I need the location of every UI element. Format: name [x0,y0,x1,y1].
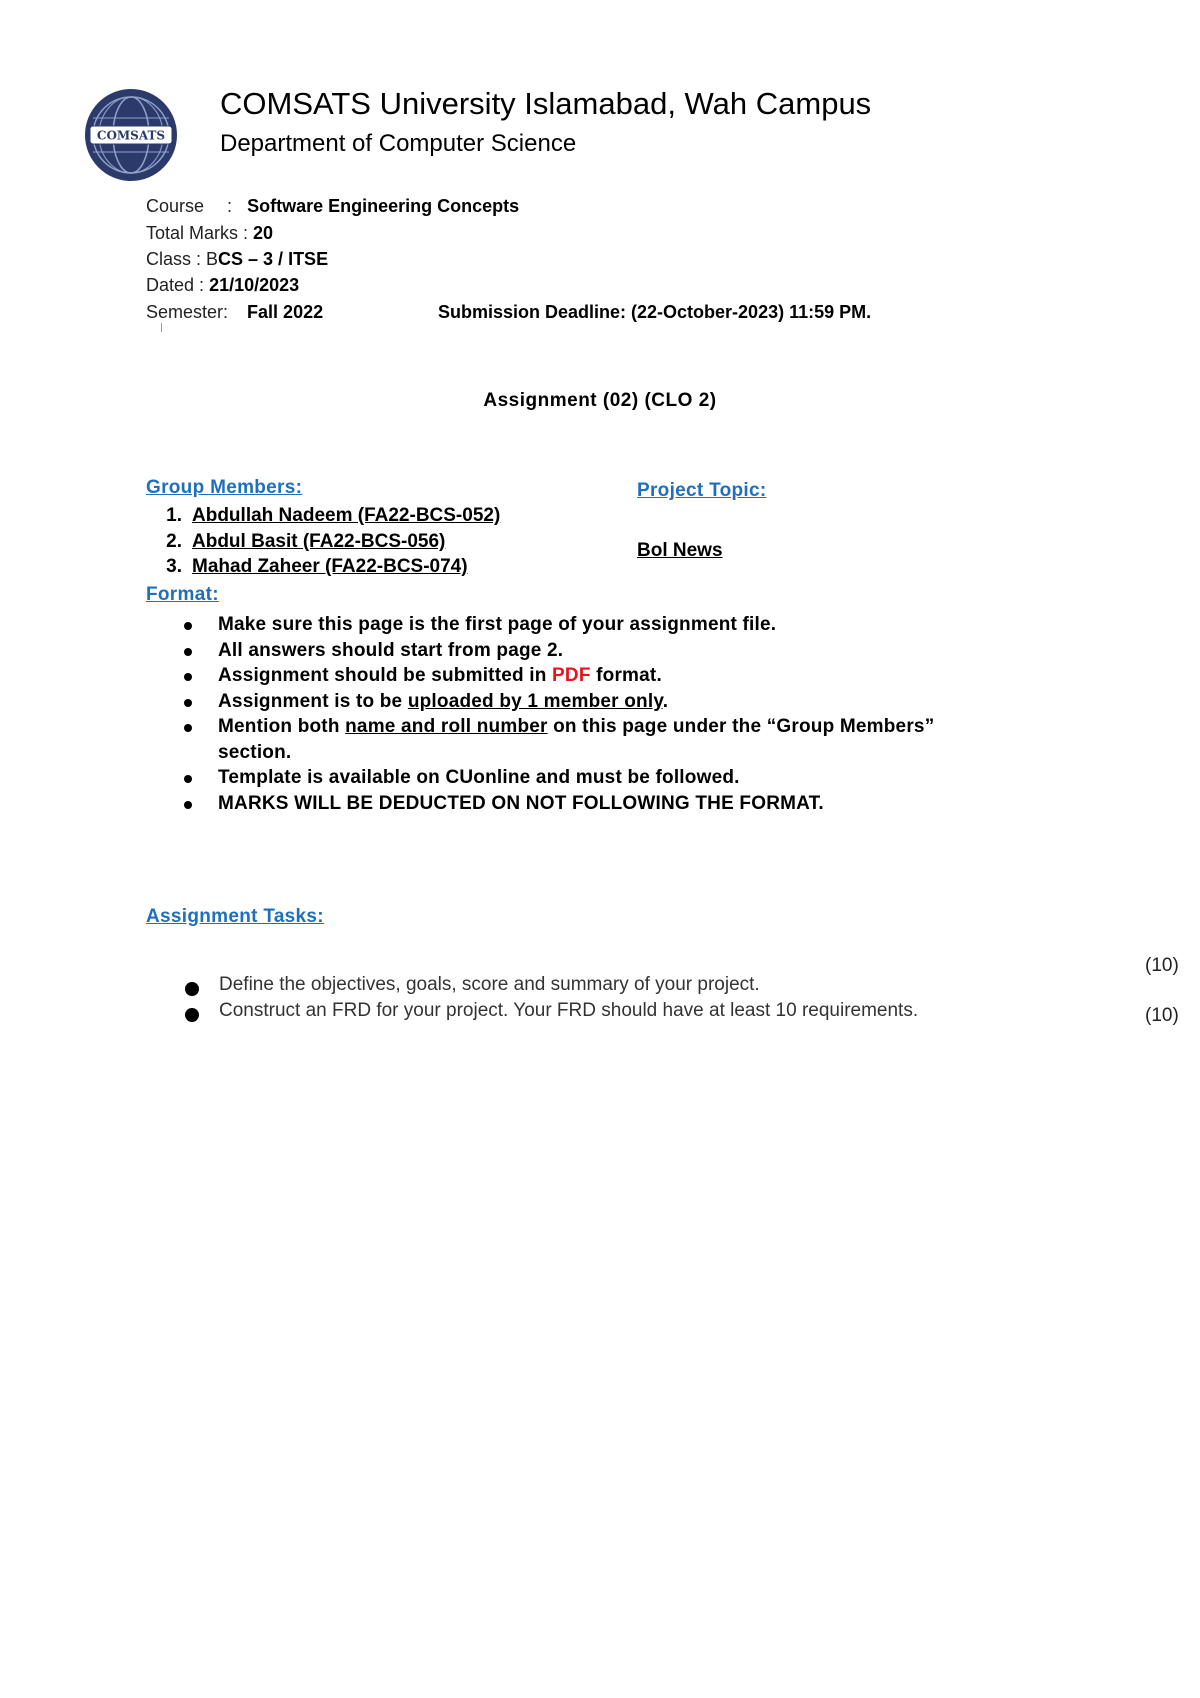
dated-row [146,275,299,296]
svg-text:COMSATS: COMSATS [96,128,166,143]
bullet-icon [185,982,199,996]
dated-value: 21/10/2023 [209,275,300,295]
class-label: Class : B [146,249,219,269]
semester-value: Fall 2022 [247,302,324,322]
pdf-highlight: PDF [552,665,591,686]
task-marks: (10) [1145,955,1179,976]
dated-label: Dated : [146,275,205,295]
member-item: 2. Abdul Basit (FA22-BCS-056) [166,531,446,552]
bullet-icon [184,622,192,630]
assignment-title: Assignment (02) (CLO 2) [483,390,717,411]
member-item: 3. Mahad Zaheer (FA22-BCS-074) [166,556,468,577]
group-members-heading: Group Members: [146,477,303,498]
task-item: Construct an FRD for your project. Your FRD should have at least 10 requirements. [219,1000,919,1021]
divider-tick [161,323,162,332]
marks-row [146,223,273,244]
submission-deadline: Submission Deadline: (22-October-2023) 11:59 PM. [438,302,872,322]
marks-label: Total Marks : [146,223,249,243]
bullet-icon [184,673,192,681]
department-subtitle: Department of Computer Science [220,130,577,157]
university-title: COMSATS University Islamabad, Wah Campus [220,86,872,121]
task-marks: (10) [1145,1005,1179,1026]
marks-value: 20 [253,223,274,243]
project-topic-heading: Project Topic: [637,480,767,501]
bullet-icon [184,801,192,809]
course-label: Course [146,196,205,216]
format-heading: Format: [146,584,219,605]
bullet-icon [184,648,192,656]
task-item: Define the objectives, goals, score and summary of your project. [219,974,760,995]
bullet-icon [184,775,192,783]
semester-label: Semester: [146,302,229,322]
bullet-icon [184,699,192,707]
project-topic-value: Bol News [637,540,723,561]
course-row [146,196,519,217]
bullet-icon [185,1008,199,1022]
member-item: 1. Abdullah Nadeem (FA22-BCS-052) [166,505,501,526]
course-value: Software Engineering Concepts [247,196,520,216]
class-value: CS – 3 / ITSE [218,249,329,269]
semester-row [146,302,323,323]
comsats-logo [84,88,178,182]
assignment-tasks-heading: Assignment Tasks: [146,906,324,927]
bullet-icon [184,724,192,732]
class-row [146,249,328,270]
course-sep: : [227,196,233,216]
